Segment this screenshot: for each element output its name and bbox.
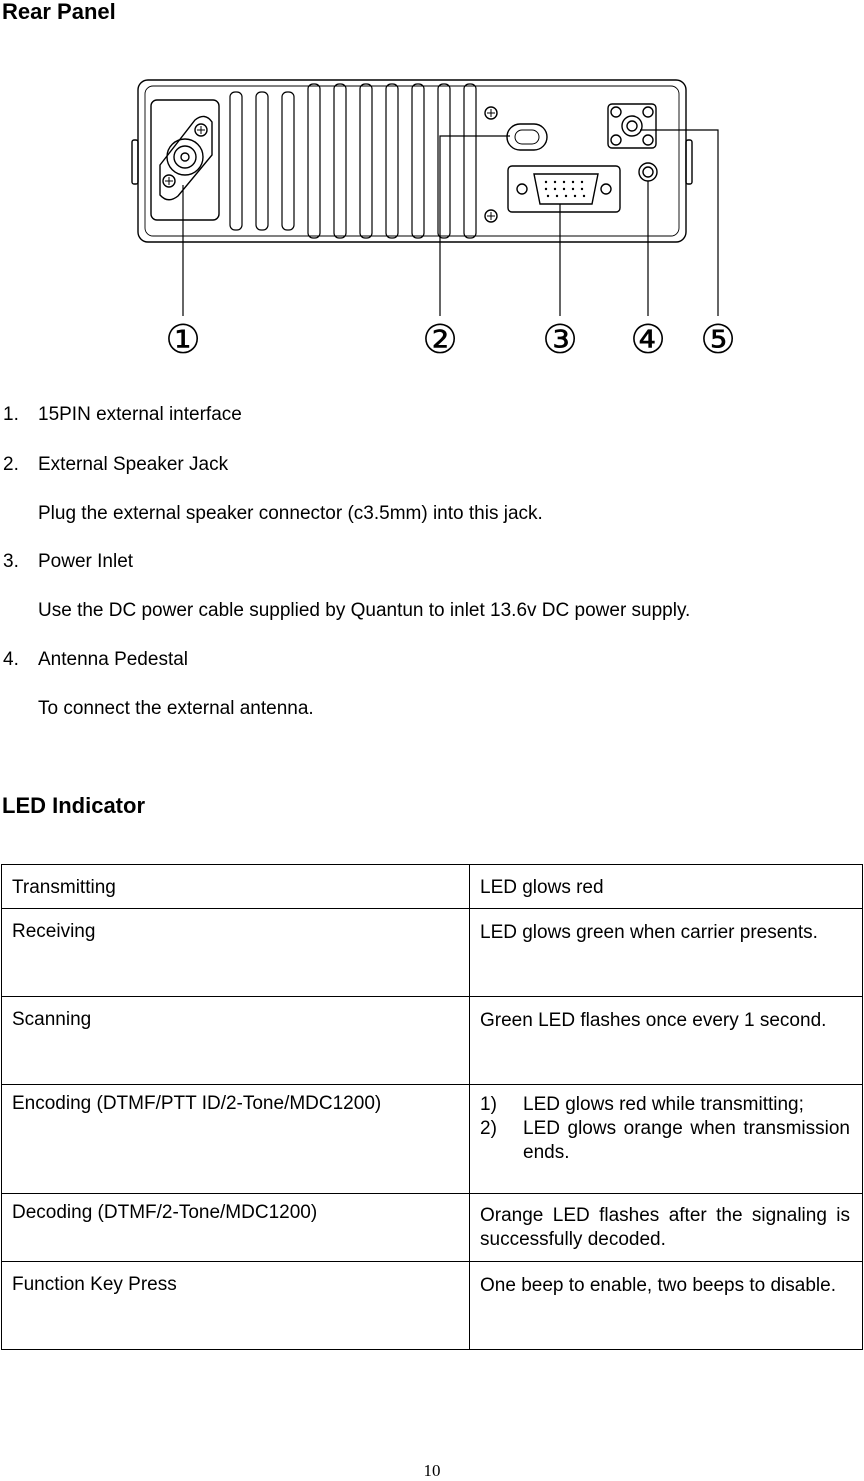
- callout-2: ②: [422, 317, 458, 363]
- list-item-3-desc: Use the DC power cable supplied by Quantun to inlet 13.6v DC power supply.: [38, 600, 691, 621]
- list-item-number: 4.: [3, 649, 19, 670]
- list-item-label: External Speaker Jack: [38, 454, 229, 475]
- list-item-label: Power Inlet: [38, 551, 134, 572]
- list-item-number: 2.: [3, 454, 19, 475]
- description-cell: [470, 1085, 863, 1194]
- sublist-number: 2): [480, 1118, 497, 1139]
- callout-3: ③: [542, 317, 578, 363]
- description-text: LED glows green when carrier presents.: [480, 922, 818, 943]
- list-item-4: [3, 649, 188, 671]
- list-item: [480, 1093, 850, 1117]
- description-text: One beep to enable, two beeps to disable.: [480, 1275, 836, 1296]
- table-row: [2, 1085, 863, 1194]
- table-row: [2, 909, 863, 997]
- description-cell: [470, 997, 863, 1085]
- state-cell: Transmitting: [2, 865, 470, 909]
- callout-1: ①: [165, 317, 201, 363]
- state-cell: Decoding (DTMF/2-Tone/MDC1200): [2, 1194, 470, 1262]
- state-cell: Receiving: [2, 909, 470, 997]
- list-item-4-desc: To connect the external antenna.: [38, 698, 314, 719]
- list-item-1: [3, 404, 242, 426]
- state-cell: Encoding (DTMF/PTT ID/2-Tone/MDC1200): [2, 1085, 470, 1194]
- list-item-2-desc: Plug the external speaker connector (c3.5mm) into this jack.: [38, 503, 543, 524]
- led-indicator-table: [1, 864, 863, 1350]
- rear-panel-title: Rear Panel: [2, 0, 116, 24]
- description-cell: LED glows red: [470, 865, 863, 909]
- list-item-2: [3, 454, 228, 476]
- description-text: Orange LED flashes after the signaling is successfully decoded.: [480, 1205, 850, 1250]
- callout-5: ⑤: [700, 317, 736, 363]
- list-item-number: 1.: [3, 404, 19, 425]
- list-item-3: [3, 551, 133, 573]
- description-cell: [470, 909, 863, 997]
- state-cell: Function Key Press: [2, 1262, 470, 1350]
- rear-panel-diagram: [0, 60, 864, 370]
- page-number: 10: [423, 1461, 441, 1480]
- encoding-sublist: [480, 1093, 850, 1165]
- led-indicator-title: LED Indicator: [2, 793, 146, 818]
- description-text: Green LED flashes once every 1 second.: [480, 1010, 827, 1031]
- list-item: [480, 1117, 850, 1165]
- sublist-text: LED glows orange when transmission ends.: [523, 1118, 850, 1163]
- list-item-label: 15PIN external interface: [38, 404, 242, 425]
- table-row: [2, 1262, 863, 1350]
- sublist-number: 1): [480, 1094, 497, 1115]
- description-cell: [470, 1262, 863, 1350]
- table-row: [2, 997, 863, 1085]
- list-item-number: 3.: [3, 551, 19, 572]
- callout-4: ④: [630, 317, 666, 363]
- table-row: [2, 1194, 863, 1262]
- description-cell: [470, 1194, 863, 1262]
- list-item-label: Antenna Pedestal: [38, 649, 189, 670]
- state-cell: Scanning: [2, 997, 470, 1085]
- sublist-text: LED glows red while transmitting;: [523, 1094, 804, 1115]
- table-row: [2, 865, 863, 909]
